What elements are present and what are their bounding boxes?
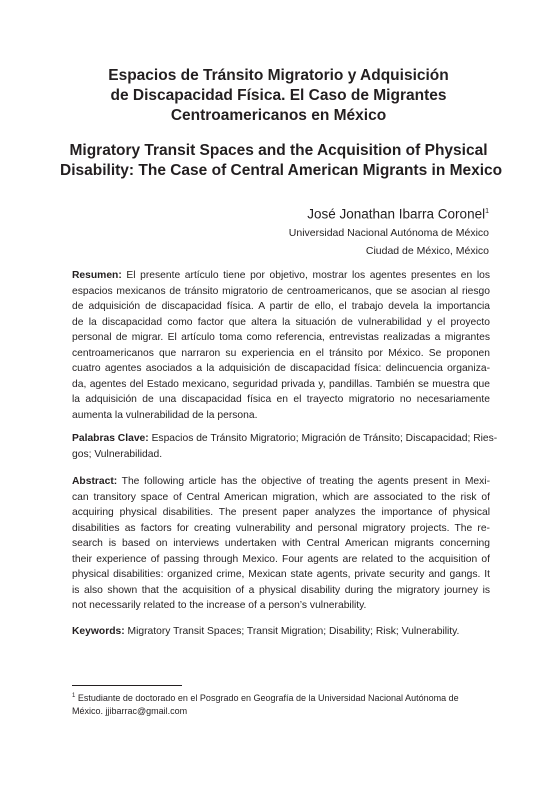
footnote-line: México. jjibarrac@gmail.com <box>72 706 188 716</box>
title-spanish <box>60 66 497 126</box>
resumen-line: aumenta la vulnerabilidad de la persona. <box>72 409 258 421</box>
resumen-line: personal de migrar. El artículo toma como referencia, entrevistas realizadas a migrantes <box>72 332 490 343</box>
palabras-clave-paragraph <box>72 431 498 462</box>
footnote-line <box>72 690 490 705</box>
author-name-line <box>289 203 489 224</box>
resumen-line-text: El presente artículo tiene por objetivo, mostrar los agentes presentes en los <box>121 270 490 281</box>
resumen-line: la adquisición de una discapacidad física en el trayecto migratorio no necesariamente <box>72 394 490 405</box>
keywords-label: Keywords: <box>72 626 125 637</box>
footnote <box>72 690 490 718</box>
resumen-line: de adquisición de discapacidad física. A partir de ello, el trabajo devela la importancia <box>72 301 490 312</box>
title-spanish-line: Espacios de Tránsito Migratorio y Adquisición <box>108 67 449 84</box>
abstract-line-text: The following article has the objective of treating the agents present in Mexi- <box>117 476 490 487</box>
abstract-line: physical disabilities: organized crime, Mexican state agents, private security and gangs. It <box>72 569 490 580</box>
title-english <box>60 141 503 181</box>
resumen-paragraph <box>72 268 490 423</box>
abstract-line: disabilities as factors for creating vulnerability and personal migratory projects. The re- <box>72 522 490 534</box>
abstract-line: their experience of passing through Mexico. Four agents are related to the acquisition of <box>72 553 490 565</box>
title-spanish-line: Centroamericanos en México <box>170 107 387 124</box>
title-english-line: Disability: The Case of Central American Migrants in Mexico <box>60 162 503 179</box>
resumen-label: Resumen: <box>72 270 122 281</box>
palabras-clave-line: gos; Vulnerabilidad. <box>72 448 163 460</box>
resumen-line: cuatro agentes asociados a la adquisición de discapacidad física: delincuencia organiza- <box>72 363 490 374</box>
resumen-line: espacios mexicanos de tránsito migratorio de centroamericanos, que se asocian al riesgo <box>72 285 490 297</box>
keywords-paragraph <box>72 624 490 640</box>
abstract-line: is also shown that the acquisition of a physical disability during the migratory journey is <box>72 584 490 596</box>
abstract-label: Abstract: <box>72 476 118 487</box>
author-name: José Jonathan Ibarra Coronel <box>307 206 486 222</box>
palabras-clave-line-text: Espacios de Tránsito Migratorio; Migración de Tránsito; Discapacidad; Ries- <box>148 433 498 444</box>
title-spanish-line: de Discapacidad Física. El Caso de Migrantes <box>110 87 447 104</box>
abstract-line: search is based on interviews undertaken with Central American migrants concerning <box>72 538 490 549</box>
palabras-clave-line <box>72 431 498 447</box>
keywords-line <box>72 624 490 640</box>
resumen-line: de la discapacidad como factor que altera la situación de vulnerabilidad y el proyecto <box>72 316 490 328</box>
author-footnote-mark: 1 <box>485 208 489 215</box>
keywords-text: Migratory Transit Spaces; Transit Migration; Disability; Risk; Vulnerability. <box>124 626 460 637</box>
title-english-line: Migratory Transit Spaces and the Acquisition of Physical <box>69 142 488 159</box>
author-location: Ciudad de México, México <box>365 244 489 257</box>
author-affiliation: Universidad Nacional Autónoma de México <box>288 226 489 239</box>
abstract-line <box>72 474 490 490</box>
abstract-paragraph <box>72 474 490 614</box>
palabras-clave-label: Palabras Clave: <box>72 433 149 444</box>
footnote-mark: 1 <box>72 693 76 699</box>
resumen-line: da, agentes del Estado mexicano, seguridad privada y, pandillas. También se muestra que <box>72 378 490 390</box>
footnote-divider <box>72 685 182 686</box>
abstract-line: acquiring physical disabilities. The present paper analyzes the importance of physical <box>72 507 490 518</box>
author-block <box>289 203 489 260</box>
resumen-line: centroamericanos que narraron su experiencia en el tránsito por México. Se proponen <box>72 347 490 359</box>
resumen-line <box>72 268 490 284</box>
abstract-line: not necessarily related to the increase of a person’s vulnerability. <box>72 600 367 611</box>
footnote-line-text: Estudiante de doctorado en el Posgrado en Geografía de la Universidad Nacional Autónoma de <box>75 693 459 703</box>
abstract-line: can transitory space of Central American migration, which are associated to the risk of <box>72 491 490 503</box>
